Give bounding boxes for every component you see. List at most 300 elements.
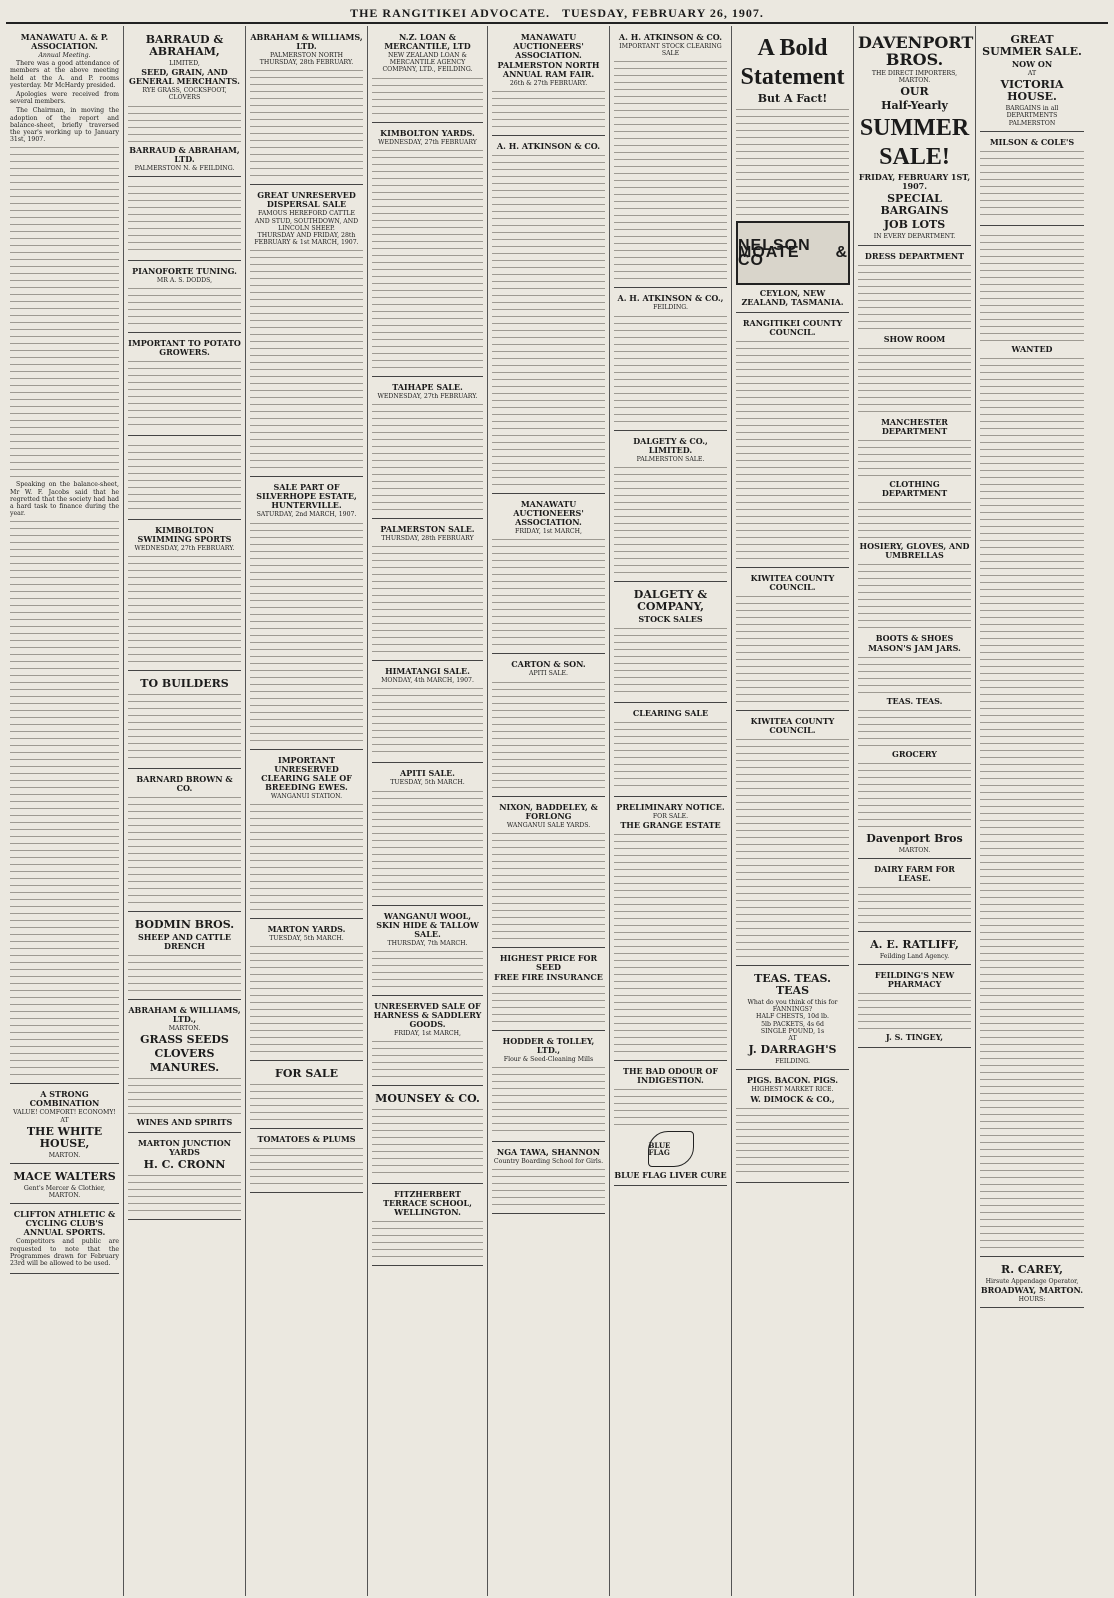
ad-text [128,286,241,326]
ad-shop: J. DARRAGH'S [748,1043,837,1057]
ad-text [250,521,363,631]
ad-date: THURSDAY, 28th FEBRUARY. [259,59,354,67]
ad-text [736,451,849,561]
report-subtitle: Annual Meeting. [38,52,91,59]
ad-title: CLOTHING DEPARTMENT [881,478,948,498]
ad-title: DAVENPORT BROS. [858,33,974,69]
column-8 [854,26,976,1596]
ad-title: A. H. ATKINSON & CO. [496,141,601,152]
breeding-ewes-ad [250,752,363,919]
article-text [10,145,119,255]
apiti-sale-ad [372,765,483,905]
nz-loan-ad [372,29,483,123]
columns [6,26,1108,1596]
association-report [10,29,119,1084]
article-text [10,257,119,367]
ad-title: MANCHESTER DEPARTMENT [881,416,948,436]
barraud-abraham-ad [128,29,241,177]
ad-text [614,171,727,281]
ad-shop: THE WHITE HOUSE, [26,1124,103,1150]
hodder-tolley-ad [492,1033,605,1142]
article-text [10,369,119,479]
ad-town: PALMERSTON N. & FEILDING. [134,164,235,172]
ad-line: What do you think of this for FANNINGS? [747,999,838,1014]
ad-subtitle: LIMITED, [169,60,200,67]
ad-line: VALUE! COMFORT! ECONOMY! [13,1109,116,1117]
ad-text [128,1076,241,1116]
column-2 [124,26,246,1596]
ad-title: FEILDING'S NEW PHARMACY [874,970,955,990]
ad-title: DAIRY FARM FOR LEASE. [874,863,955,883]
milson-cole-ad [980,134,1084,226]
ad-line: MANURES. [149,1061,220,1075]
column-5 [488,26,610,1596]
ad-text [614,1087,727,1127]
ad-line: APITI SALE. [529,670,568,678]
ad-text [128,953,241,993]
ad-title: PRELIMINARY NOTICE. [616,801,725,812]
ad-town: FEILDING. [775,1058,810,1066]
ad-title: DALGETY & CO., LIMITED. [633,435,708,455]
ad-text [858,346,971,416]
ad-text [128,104,241,144]
ad-text [372,76,483,116]
auctioneers-ad [492,496,605,654]
ad-text [980,916,1084,1026]
ad-title: TEAS. TEAS. TEAS [754,972,831,997]
ad-name: MR A. S. DODDS, [156,276,213,284]
ad-line: WINES AND SPIRITS [136,1117,233,1128]
ad-text [372,260,483,370]
ad-line: CLOVERS [154,1047,215,1061]
marton-junction-ad [128,1135,241,1220]
pharmacy-ad [858,967,971,1048]
dalgety-stock-ad [614,584,727,703]
tomatoes-ad [250,1131,363,1193]
ad-date: FRIDAY, FEBRUARY 1ST, 1907. [858,172,971,192]
ad-title: DALGETY & COMPANY, [633,587,708,613]
report-paragraph: There was a good attendance of members at the above meeting held at the A. and P. rooms yesterday. Mr McHardy presided. [10,60,119,89]
kimbolton-yards-ad [372,125,483,377]
ad-text [858,991,971,1031]
ad-date: WEDNESDAY, 27th FEBRUARY. [377,392,478,400]
ad-text [736,849,849,959]
ad-date: TUESDAY, 5th MARCH. [269,934,344,942]
ad-text [372,148,483,258]
ad-subtitle: Flour & Seed-Cleaning Mills [503,1055,594,1063]
ad-text [858,655,971,695]
ad-text [372,402,483,512]
ad-text [614,314,727,424]
notice [128,438,241,520]
swimming-sports-ad [128,522,241,671]
wanganui-wool-ad [372,908,483,996]
ad-line: GRASS SEEDS [140,1033,229,1047]
ad-title: MACE WALTERS [13,1170,116,1184]
ad-text [128,795,241,905]
ad-text [980,149,1084,219]
classifieds [980,228,1084,1257]
ad-title: KIWITEA COUNTY COUNCIL. [750,716,835,735]
ad-name: H. C. CRONN [143,1158,226,1172]
ad-title: A. H. ATKINSON & CO., [617,293,724,304]
ad-name: W. DIMOCK & CO., [750,1093,835,1104]
ad-title: Statement [740,64,845,90]
ad-line: BLUE FLAG LIVER CURE [614,1170,727,1181]
darragh-teas-ad [736,968,849,1070]
kiwitea-council-ad-2 [736,713,849,966]
ad-title: KIWITEA COUNTY COUNCIL. [750,573,835,592]
himatangi-sale-ad [372,663,483,763]
potato-growers-ad [128,335,241,436]
ad-text [492,537,605,647]
ad-date: THURSDAY, 7th MARCH. [387,939,468,947]
issue-date: TUESDAY, FEBRUARY 26, 1907. [561,5,764,20]
ad-title: RANGITIKEI COUNTY COUNCIL. [742,318,843,337]
marton-yards-ad [250,921,363,1061]
ad-text [128,443,241,513]
ad-line: WANGANUI SALE YARDS. [506,821,591,829]
ad-text [250,944,363,1054]
ad-text [372,949,483,989]
ad-title: BARNARD BROWN & CO. [136,774,233,794]
ad-line: BARGAINS in all DEPARTMENTS [1005,105,1059,120]
ad-title: BOOTS & SHOES [875,632,954,643]
ad-text [492,1065,605,1135]
ad-subtitle: SHEEP AND CATTLE DRENCH [137,932,232,952]
column-7 [732,26,854,1596]
ad-text [372,544,483,654]
for-sale-ad [250,1063,363,1129]
ad-title: MILSON & COLE'S [989,136,1075,147]
barnard-brown-ad [128,771,241,912]
ad-line: AT [1027,70,1037,77]
ad-text [736,339,849,449]
ad-text [250,360,363,470]
ad-subtitle: STOCK SALES [638,613,703,624]
blue-flag-logo: BLUE FLAG [648,1131,694,1167]
ad-text [250,1146,363,1186]
ad-title: MARTON JUNCTION YARDS [137,1138,231,1158]
ad-headline: SALE! [879,144,950,171]
ad-title: HOSIERY, GLOVES, AND UMBRELLAS [859,540,970,560]
ad-text [858,500,971,540]
ad-title: IMPORTANT UNRESERVED CLEARING SALE OF BREEDING EWES. [261,754,352,792]
ad-line: THE GRANGE ESTATE [620,820,721,831]
ad-line: 5lb PACKETS, 4s 6d [761,1020,824,1028]
ad-text [128,184,241,254]
ad-title: A. E. RATLIFF, [870,937,959,951]
ad-text [372,789,483,899]
article-text [10,967,119,1077]
ad-text [614,59,727,169]
ad-text [858,438,971,478]
ad-title: MARTON YARDS. [267,923,346,934]
ad-date: WEDNESDAY, 27th FEBRUARY [378,138,477,146]
ad-title: BARRAUD & ABRAHAM, [145,33,224,58]
ad-text [492,984,605,1024]
carton-son-ad [492,656,605,796]
dispersal-sale-ad [250,187,363,477]
ad-text [858,562,971,632]
ad-text [736,594,849,704]
ad-text [128,692,241,762]
ad-title: TOMATOES & PLUMS [257,1134,356,1145]
ad-text [980,580,1084,690]
builders-ad [128,673,241,769]
taihape-sale-ad [372,379,483,519]
ad-title: PIANOFORTE TUNING. [132,265,237,276]
article-text [10,631,119,741]
ad-town: FEILDING. [653,304,688,312]
report-paragraph: Speaking on the balance-sheet, Mr W. F. Jacobs said that he regretted that the society had had a hard task to finance during the year. [10,481,119,518]
ad-text [858,263,971,333]
ad-title: PALMERSTON SALE. [380,524,475,535]
ad-date: SATURDAY, 2nd MARCH, 1907. [256,511,357,519]
ad-text [250,248,363,358]
bodmin-bros-ad [128,914,241,1000]
ad-date: THURSDAY AND FRIDAY, 28th FEBRUARY & 1st MARCH, 1907. [254,232,359,247]
ad-town: MARTON. [168,1025,201,1033]
ad-title: CLIFTON ATHLETIC & CYCLING CLUB'S ANNUAL SPORTS. [13,1209,116,1238]
ad-text [736,737,849,847]
article-text [10,855,119,965]
ad-text [492,265,605,375]
column-3 [246,26,368,1596]
ad-subtitle: Hirsute Appendage Operator, [985,1277,1079,1285]
ad-title: BODMIN BROS. [134,918,235,932]
dairy-farm-ad [858,861,971,932]
ad-title: GREAT UNRESERVED DISPERSAL SALE [257,190,356,210]
ad-subtitle: FOR SALE. [652,812,689,820]
article-text [10,519,119,629]
tea-company-logo [736,221,850,285]
ad-text [614,626,727,696]
ad-title: TAIHAPE SALE. [392,381,463,392]
ad-date: FRIDAY, 1st MARCH, [515,528,582,536]
ad-title: MOUNSEY & CO. [375,1092,480,1106]
notice [128,179,241,261]
ad-line: JOB LOTS [883,218,946,232]
ad-title: WANGANUI WOOL, SKIN HIDE & TALLOW SALE. [376,910,479,939]
ad-text [736,107,849,217]
ad-text [492,1167,605,1207]
ad-date: 26th & 27th FEBRUARY. [509,80,588,87]
ad-title: THE BAD ODOUR OF INDIGESTION. [622,1066,719,1086]
ad-title: Davenport Bros [866,831,963,845]
ad-title: HIMATANGI SALE. [385,666,470,677]
ad-line: NOW ON [1011,59,1053,69]
palmerston-sale-ad [372,521,483,661]
ad-text [980,804,1084,914]
mace-walters-ad [10,1166,119,1204]
column-4 [368,26,488,1596]
white-house-ad [10,1086,119,1164]
ad-title: ABRAHAM & WILLIAMS, LTD. [250,32,363,51]
ad-subtitle: HIGHEST MARKET RICE. [751,1086,834,1094]
ad-title: SALE PART OF SILVERHOPE ESTATE, HUNTERVILLE. [256,482,357,511]
ad-title: KIMBOLTON SWIMMING SPORTS [137,525,232,545]
report-paragraph: The Chairman, in moving the adoption of the report and balance-sheet, briefly traversed the year's working up to January 31st, 1907. [10,107,119,144]
ad-title: R. CAREY, [1001,1262,1063,1276]
atkinson-feilding-ad [614,290,727,430]
ad-text [128,359,241,429]
ad-line: PALMERSTON SALE. [636,455,705,463]
ad-line: FREE FIRE INSURANCE [494,971,603,982]
ad-line: HALF CHESTS, 10d lb. [756,1013,829,1021]
fitzherbert-school-ad [372,1186,483,1266]
ad-town: MARTON. [898,77,931,85]
ad-line: AT [788,1035,797,1043]
ad-text [614,720,727,790]
ad-headline: SUMMER [859,115,970,142]
ad-line: SPECIAL BARGAINS [880,192,949,218]
article-text [10,743,119,853]
ad-line: CEYLON, NEW ZEALAND, TASMANIA. [741,288,844,307]
harness-sale-ad [372,998,483,1086]
ad-town: BROADWAY, MARTON. [980,1285,1084,1296]
ad-text [736,1106,849,1176]
pianoforte-ad [128,263,241,333]
ad-text [492,377,605,487]
column-6 [610,26,732,1596]
abraham-williams-marton-ad [128,1002,241,1133]
blue-flag-ad [614,1063,727,1186]
ad-town: MARTON. [898,846,931,854]
nga-tawa-ad [492,1144,605,1214]
ad-title: SHOW ROOM [883,333,946,344]
ad-title: APITI SALE. [400,768,455,779]
ad-title: CLEARING SALE [632,707,709,718]
ad-line: AT [60,1116,69,1124]
ad-title: HIGHEST PRICE FOR SEED [499,952,598,972]
rangitikei-council-ad [736,315,849,568]
clifton-sports-ad [10,1206,119,1274]
victoria-house-ad [980,29,1084,132]
clearing-sale-ad [614,705,727,797]
ad-line: RYE GRASS, COCKSFOOT, CLOVERS [142,87,227,102]
ad-title: A STRONG COMBINATION [29,1089,100,1109]
ad-title: IMPORTANT TO POTATO GROWERS. [128,338,241,358]
ad-text [372,1219,483,1259]
ad-title: GREAT SUMMER SALE. [982,33,1082,58]
ram-fair-ad [492,29,605,136]
davenport-sale-ad [858,29,974,246]
ad-subtitle: Country Boarding School for Girls. [493,1158,604,1166]
ad-text [492,89,605,129]
ad-title: HODDER & TOLLEY, LTD., [502,1035,595,1055]
ad-title: MANAWATU AUCTIONEERS' ASSOCIATION. [513,32,584,60]
ad-subtitle: NEW ZEALAND LOAN & MERCANTILE AGENCY COMPANY, LTD., FEILDING. [382,52,473,74]
ad-date: TUESDAY, 5th MARCH. [390,779,465,787]
nelson-moate-ad [736,29,849,313]
ad-line: OUR [900,85,929,99]
ad-title: DRESS DEPARTMENT [864,250,965,261]
ad-subtitle: Feilding Land Agency. [879,952,950,960]
ad-date: FRIDAY, 1st MARCH, [394,1029,461,1037]
grange-estate-ad [614,799,727,1061]
ad-title: UNRESERVED SALE OF HARNESS & SADDLERY GOODS. [373,1000,482,1029]
ad-line: IN EVERY DEPARTMENT. [873,233,956,241]
ad-text [128,1173,241,1213]
ad-place: WANGANUI STATION. [270,792,343,800]
nixon-baddeley-ad [492,799,605,948]
ad-subtitle: FAMOUS HEREFORD CATTLE AND STUD, SOUTHDOWN, AND LINCOLN SHEEP. [254,210,359,232]
ad-title: KIMBOLTON YARDS. [380,127,475,138]
ad-town: MARTON. [48,1192,81,1200]
ad-subtitle: THE DIRECT IMPORTERS, [871,70,958,77]
ad-line: PALMERSTON NORTH ANNUAL RAM FAIR. [497,60,600,79]
ad-title: MANAWATU AUCTIONEERS' ASSOCIATION. [513,499,584,528]
ad-title: MASON'S JAM JARS. [868,642,961,653]
ad-text [858,885,971,925]
ad-title: TO BUILDERS [140,677,229,691]
ad-line: SINGLE POUND, 1s [760,1027,825,1035]
ad-text: Competitors and public are requested to note that the Programmes drawn for February 23rd will be allowed to be used. [10,1238,119,1268]
ad-title: CARTON & SON. [511,659,586,670]
ad-text [614,944,727,1054]
ad-date: WEDNESDAY, 27th FEBRUARY. [134,545,235,553]
ad-text [980,233,1084,343]
ad-title: ABRAHAM & WILLIAMS, LTD., [128,1005,241,1025]
ad-text [492,831,605,941]
ad-title: A Bold [757,35,828,61]
ad-title: NGA TAWA, SHANNON [496,1147,601,1158]
ad-text [858,761,971,831]
ad-line: IMPORTANT STOCK CLEARING SALE [619,43,722,58]
ad-text [250,1082,363,1122]
ad-title: GROCERY [891,748,938,759]
ad-title: FOR SALE [275,1067,338,1081]
ad-text [858,708,971,748]
ad-text [250,633,363,743]
ad-title: A. H. ATKINSON & CO. [618,32,723,42]
carey-ad [980,1259,1084,1308]
column-1 [6,26,124,1596]
ad-line: Half-Yearly [881,99,948,113]
ad-text [980,1140,1084,1250]
ad-text [250,68,363,178]
ad-date: MONDAY, 4th MARCH, 1907. [381,677,474,685]
masthead [6,4,1108,24]
ad-name: J. S. TINGEY, [885,1032,944,1043]
ad-title: FITZHERBERT TERRACE SCHOOL, WELLINGTON. [383,1189,472,1218]
kiwitea-council-ad [736,570,849,711]
ad-text [372,1039,483,1079]
ad-title: PIGS. BACON. PIGS. [746,1075,839,1086]
mounsey-ad [372,1088,483,1184]
dalgety-palmerston-ad [614,433,727,582]
ad-text [980,356,1084,466]
atkinson-ad [492,138,605,494]
ad-text [980,692,1084,802]
column-9 [976,26,1088,1596]
ad-text [492,680,605,790]
ad-date: THURSDAY, 28th FEBRUARY [381,535,474,543]
seed-price-ad [492,950,605,1031]
ad-text [492,153,605,263]
ad-shop: VICTORIA HOUSE. [1000,78,1064,104]
pigs-bacon-ad [736,1072,849,1182]
ad-text [372,686,483,756]
ad-line: BARRAUD & ABRAHAM, LTD. [129,144,240,164]
abraham-williams-ad [250,29,363,185]
report-title: MANAWATU A. & P. ASSOCIATION. [20,32,109,51]
dress-dept [858,248,971,859]
ad-text [614,465,727,575]
ad-subtitle: Gent's Mercer & Clothier, [23,1185,106,1193]
silverhope-ad [250,479,363,749]
